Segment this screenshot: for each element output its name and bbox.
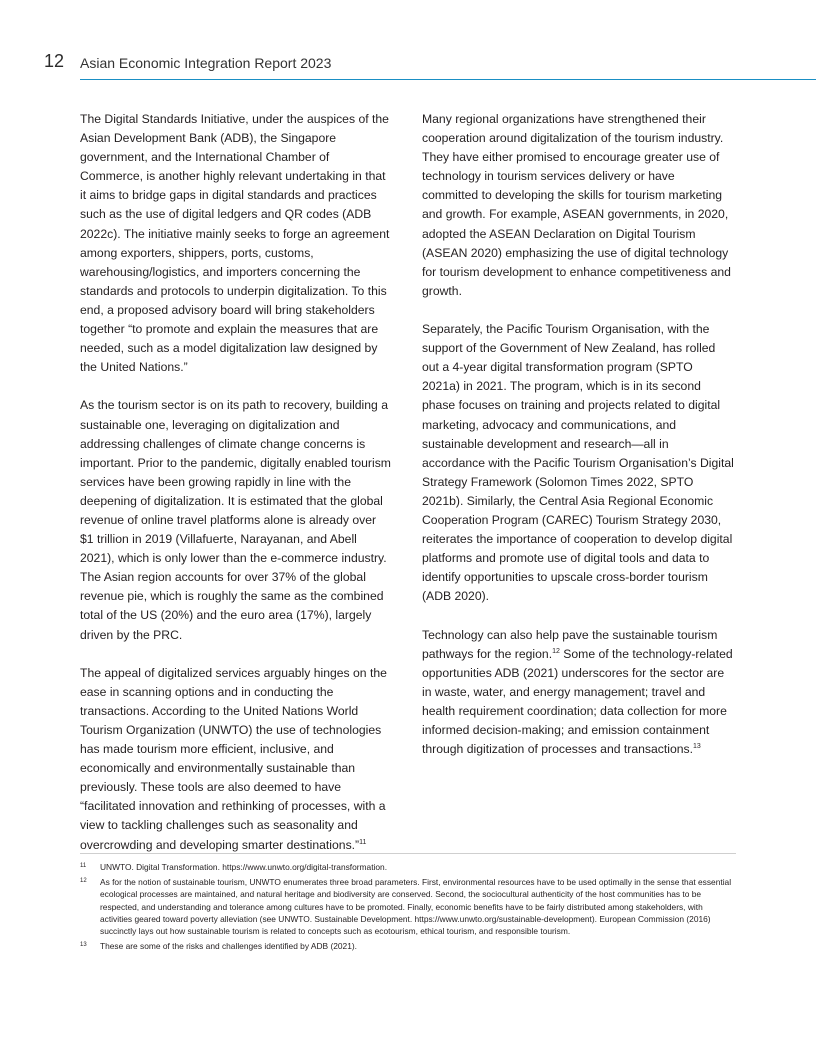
- footnote-text: UNWTO. Digital Transformation. https://www.unwto.org/digital-transformation.: [100, 862, 388, 872]
- paragraph-text: Technology can also help pave the sustainable tourism pathways for the region.: [422, 627, 718, 661]
- paragraph-digitalized-services: [80, 664, 392, 855]
- footnote-ref-12[interactable]: 12: [552, 647, 560, 655]
- paragraph-regional-organizations: Many regional organizations have strengthened their cooperation around digitalization of the tourism industry. They have either promised to encourage greater use of technology in tourism services delivery or have committed to developing the skills for tourism marketing and growth. For example, ASEAN governments, in 2020, adopted the ASEAN Declaration on Digital Tourism (ASEAN 2020) emphasizing the use of digital technology for tourism development to enhance competitiveness and growth.: [422, 112, 731, 298]
- report-title: Asian Economic Integration Report 2023: [80, 55, 332, 71]
- left-column: [80, 110, 392, 855]
- footnote-text: As for the notion of sustainable tourism, UNWTO enumerates three broad parameters. First, environmental resources have to be used optimally in the sense that essential ecological processes are maintained, and natural heritage and biodiversity are conserved. Second, the sociocultural authenticity of the host communities has to be respected, and understanding and tolerance among cultures have to be promoted. Finally, economic benefits have to be fairly distributed among stakeholders, with activities geared toward poverty alleviation (see UNWTO. Sustainable Development. https://www.unwto.org/sustainable-development). European Commission (2016) succinctly lays out how sustainable tourism is related to concepts such as ecotourism, ethical tourism, and responsible tourism.: [100, 877, 732, 937]
- page-number: 12: [44, 51, 65, 71]
- footnote-ref-11[interactable]: 11: [359, 838, 367, 846]
- footnotes: [80, 861, 736, 955]
- right-column: [422, 110, 734, 759]
- footnote-item: [80, 876, 736, 937]
- page-header: [0, 0, 816, 80]
- footnote-number: 11: [80, 863, 87, 869]
- paragraph-text: Some of the technology-related opportunities ADB (2021) underscores for the sector are in waste, water, and energy management; travel and health requirement coordination; data collection for more informed decision-making; and emission containment through digitization of processes and transactions.: [422, 646, 733, 757]
- footnote-number: 13: [80, 942, 87, 949]
- paragraph-sustainable-pathways: [422, 626, 734, 760]
- footnote-number: 12: [80, 878, 87, 885]
- header-divider: [80, 79, 816, 80]
- paragraph-text: The appeal of digitalized services arguably hinges on the ease in scanning options and in conducting the transactions. According to the United Nations World Tourism Organization (UNWTO) the use of technologies has made tourism more efficient, inclusive, and economically and environmentally sustainable than previously. These tools are also deemed to have “facilitated innovation and rethinking of processes, with a view to tackling challenges such as seasonality and overcrowding and developing smarter destinations.”: [80, 665, 387, 852]
- footnote-text: These are some of the risks and challenges identified by ADB (2021).: [100, 941, 357, 952]
- paragraph-pacific-tourism: Separately, the Pacific Tourism Organisation, with the support of the Government of New Zealand, has rolled out a 4-year digital transformation program (SPTO 2021a) in 2021. The program, which is in its second phase focuses on training and projects related to digital marketing, advocacy and communications, and sustainable development and research—all in accordance with the Pacific Tourism Organisation’s Digital Strategy Framework (Solomon Times 2022, SPTO 2021b). Similarly, the Central Asia Regional Economic Cooperation Program (CAREC) Tourism Strategy 2030, reiterates the importance of cooperation to develop digital platforms and promote use of digital tools and data to identify opportunities to upscale cross-border tourism (ADB 2020).: [422, 322, 734, 604]
- paragraph-digital-standards: The Digital Standards Initiative, under the auspices of the Asian Development Bank (ADB), the Singapore government, and the International Chamber of Commerce, is another highly relevant undertaking in that it aims to bridge gaps in digital standards and practices such as the use of digital ledgers and QR codes (ADB 2022c). The initiative mainly seeks to forge an agreement among exporters, shippers, ports, customs, warehousing/logistics, and importers concerning the standards and protocols to underpin digitalization. To this end, a proposed advisory board will bring stakeholders together “to promote and explain the measures that are needed, such as a model digitalization law designed by the United Nations.”: [80, 112, 390, 375]
- footnote-item: [80, 861, 736, 873]
- footnote-divider: [80, 853, 736, 854]
- footnote-item: [80, 940, 736, 952]
- paragraph-tourism-recovery: As the tourism sector is on its path to recovery, building a sustainable one, leveraging on digitalization and addressing challenges of climate change concerns is important. Prior to the pandemic, digitally enabled tourism services have been growing rapidly in line with the deepening of digitalization. It is estimated that the global revenue of online travel platforms alone is already over $1 trillion in 2019 (Villafuerte, Narayanan, and Abell 2021), which is only lower than the e-commerce industry. The Asian region accounts for over 37% of the global revenue pie, which is roughly the same as the combined total of the US (20%) and the euro area (17%), largely driven by the PRC.: [80, 398, 391, 642]
- footnote-ref-13[interactable]: 13: [693, 743, 701, 751]
